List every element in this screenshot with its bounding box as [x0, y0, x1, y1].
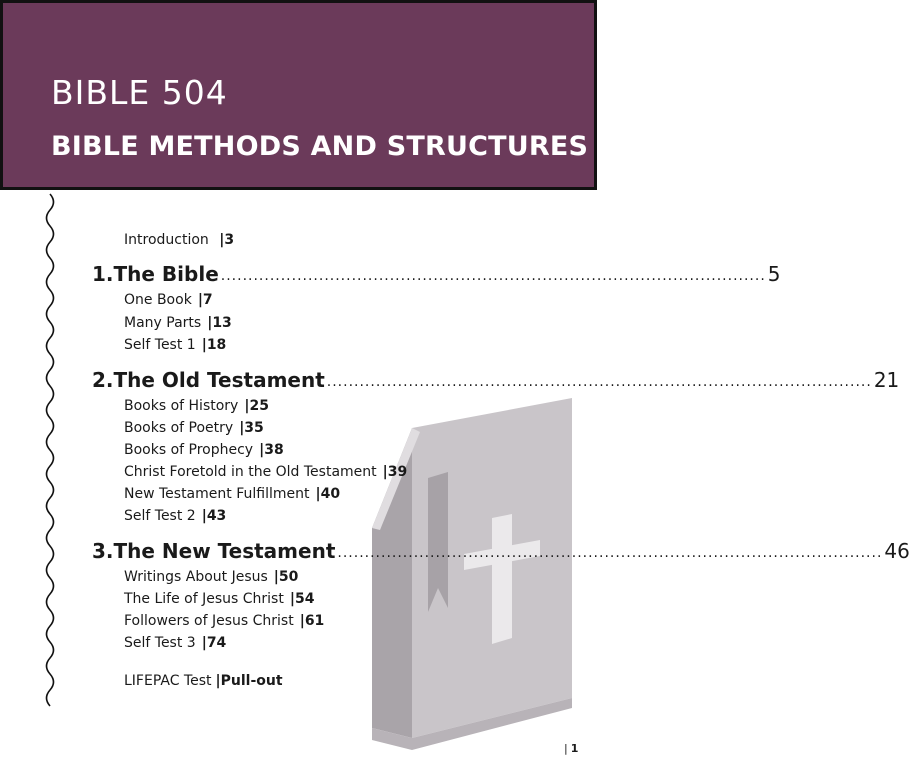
toc-item-page: |39: [382, 464, 408, 480]
toc-introduction-page: |3: [219, 232, 235, 248]
toc-item[interactable]: [124, 569, 298, 585]
toc-item[interactable]: [124, 486, 340, 502]
section-page: 21: [873, 368, 900, 392]
toc-item-label: Self Test 2: [124, 508, 196, 524]
toc-item[interactable]: [124, 315, 232, 331]
toc-item-label: One Book: [124, 292, 192, 308]
toc-item-label: Books of History: [124, 398, 239, 414]
toc-item-page: |74: [201, 635, 227, 651]
toc-item-page: |25: [244, 398, 269, 414]
section-number: 1.: [92, 262, 114, 286]
page-number: [564, 742, 578, 755]
page-number-bar: |: [564, 742, 568, 755]
toc-item[interactable]: [124, 591, 314, 607]
course-code: BIBLE 504: [51, 73, 228, 112]
toc-item[interactable]: [124, 508, 226, 524]
toc-lifepac-test[interactable]: [124, 673, 283, 689]
toc-item-page: |38: [259, 442, 284, 458]
toc-lifepac-test-page: |Pull-out: [215, 673, 283, 689]
toc-item-label: New Testament Fulfillment: [124, 486, 310, 502]
toc-item[interactable]: [124, 292, 213, 308]
toc-item-page: |50: [273, 569, 299, 585]
toc-item-page: |35: [239, 420, 264, 436]
leader-dots: ....................................................................................................: [220, 268, 766, 284]
toc-item-page: |43: [201, 508, 227, 524]
toc-item[interactable]: [124, 398, 269, 414]
toc-item-label: Followers of Jesus Christ: [124, 613, 294, 629]
toc-section-2[interactable]: [92, 368, 900, 398]
toc-item[interactable]: [124, 613, 324, 629]
toc-item-page: |13: [207, 315, 232, 331]
wavy-line-icon: [40, 194, 60, 704]
section-title: The Bible: [113, 262, 219, 286]
toc-item-label: Many Parts: [124, 315, 202, 331]
section-title: The Old Testament: [113, 368, 325, 392]
toc-item-page: |7: [197, 292, 213, 308]
section-number: 2.: [92, 368, 114, 392]
toc-section-1[interactable]: [92, 262, 781, 292]
toc-section-3[interactable]: [92, 539, 910, 569]
toc-item[interactable]: [124, 464, 407, 480]
toc-lifepac-test-label: LIFEPAC Test: [124, 673, 212, 689]
leader-dots: ....................................................................................................: [326, 374, 872, 390]
toc-item[interactable]: [124, 420, 264, 436]
leader-dots: ....................................................................................................: [337, 545, 883, 561]
toc-item-label: Writings About Jesus: [124, 569, 268, 585]
toc-item-page: |61: [299, 613, 325, 629]
bible-book-icon: [372, 398, 562, 758]
toc-item[interactable]: [124, 442, 284, 458]
toc-item[interactable]: [124, 337, 226, 353]
toc-item-page: |18: [201, 337, 227, 353]
toc-item-page: |54: [289, 591, 315, 607]
section-page: 5: [767, 262, 781, 286]
toc-item-label: Books of Prophecy: [124, 442, 254, 458]
section-number: 3.: [92, 539, 114, 563]
title-banner: [0, 0, 597, 190]
toc-item[interactable]: [124, 635, 226, 651]
toc-item-label: The Life of Jesus Christ: [124, 591, 284, 607]
section-page: 46: [884, 539, 910, 563]
toc-introduction-label: Introduction: [124, 232, 209, 248]
toc-introduction[interactable]: [124, 232, 234, 248]
toc-item-page: |40: [315, 486, 341, 502]
section-title: The New Testament: [113, 539, 336, 563]
toc-item-label: Self Test 3: [124, 635, 196, 651]
toc-item-label: Christ Foretold in the Old Testament: [124, 464, 377, 480]
page-number-value: 1: [570, 742, 579, 755]
toc-item-label: Self Test 1: [124, 337, 196, 353]
toc-item-label: Books of Poetry: [124, 420, 234, 436]
course-title: BIBLE METHODS AND STRUCTURES: [51, 131, 589, 162]
